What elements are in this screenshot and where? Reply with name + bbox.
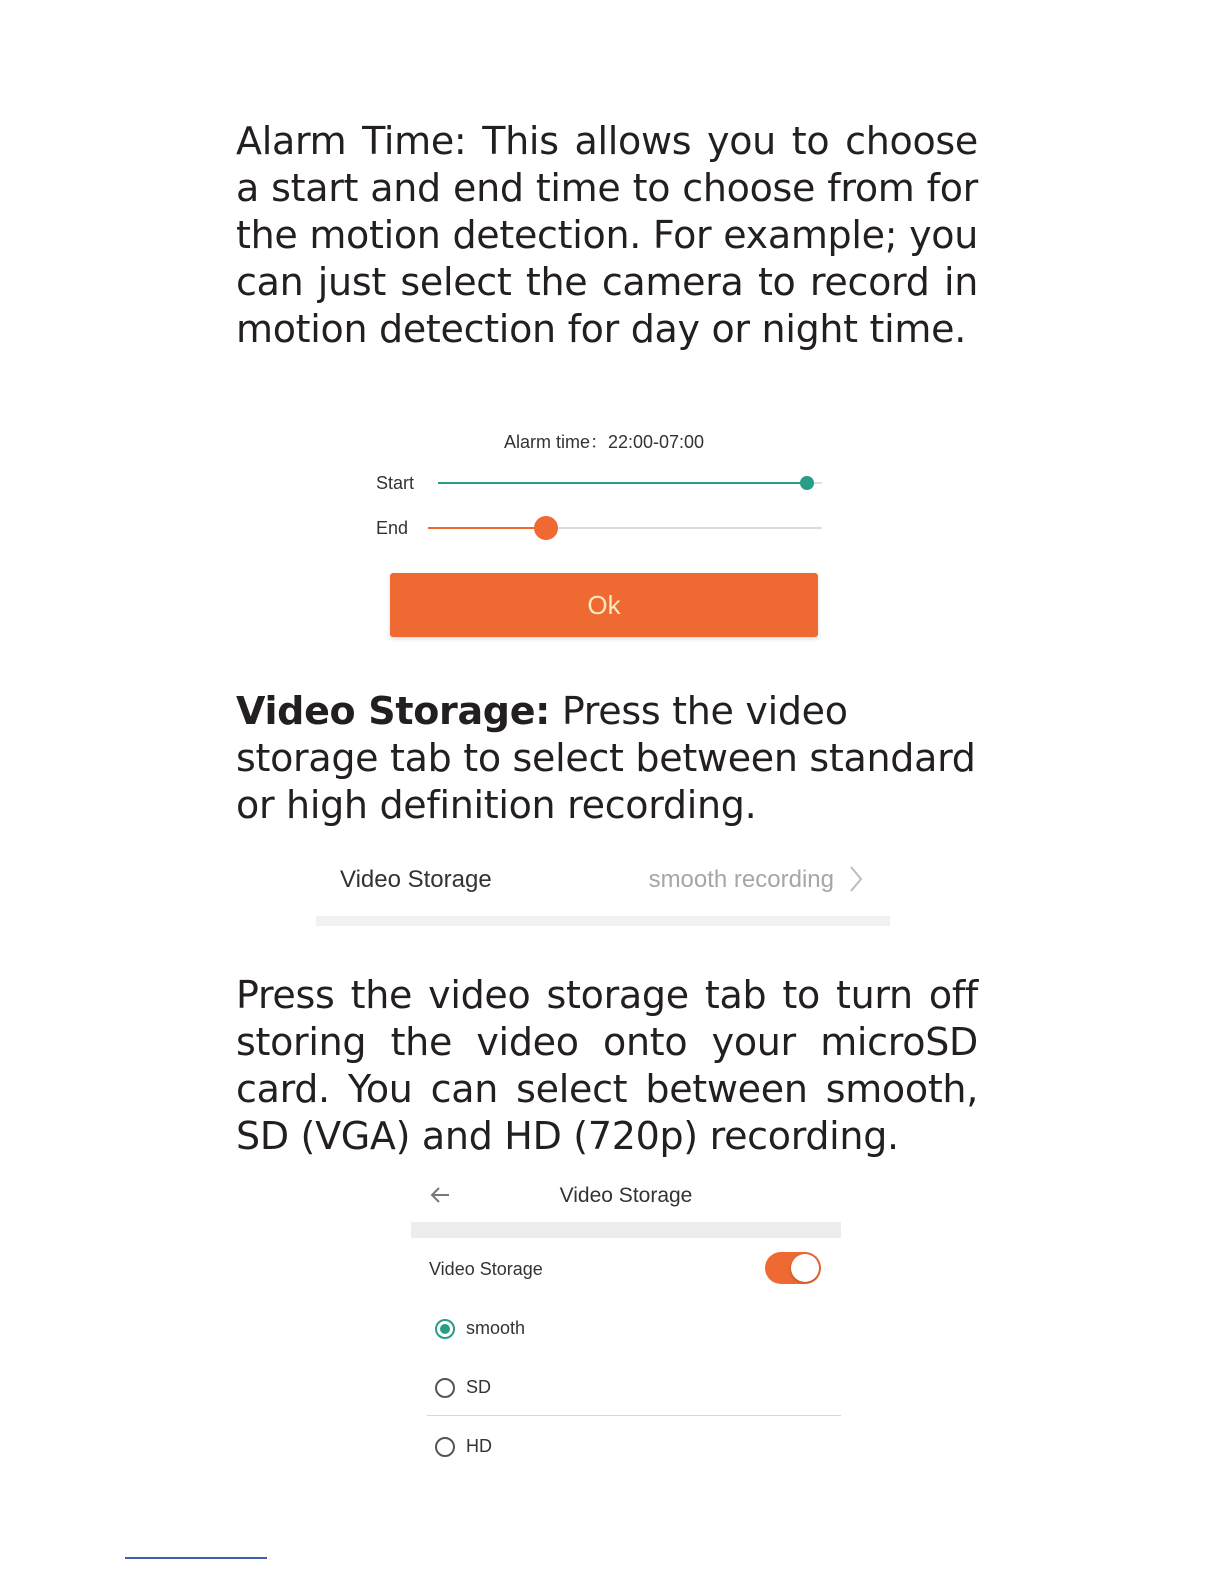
chevron-right-icon xyxy=(848,864,864,894)
footnote-rule xyxy=(125,1557,267,1559)
toggle-label: Video Storage xyxy=(429,1259,543,1279)
start-label: Start xyxy=(376,473,415,493)
options-divider xyxy=(427,1415,841,1416)
turn-off-paragraph: Press the video storage tab to turn off storing the video onto your microSD card. You can select between smooth, SD (VGA) and HD (720p) recording. xyxy=(236,973,978,1158)
video-storage-label: Video Storage: xyxy=(236,689,551,733)
radio-button[interactable] xyxy=(435,1437,455,1457)
video-storage-screen xyxy=(411,1170,841,1470)
end-slider-thumb[interactable] xyxy=(534,516,558,540)
end-slider-fill xyxy=(428,527,546,529)
alarm-time-paragraph: Alarm Time: This allows you to choose a start and end time to choose from for the motion detection. For example; you can just select the camera to record in motion detection for day or night time. xyxy=(236,119,978,351)
video-storage-paragraph xyxy=(236,688,978,829)
radio-label: SD xyxy=(466,1377,492,1397)
video-storage-row[interactable] xyxy=(316,852,890,916)
video-storage-text: Press the video storage tab to select between standard or high definition recording. xyxy=(236,689,976,827)
ok-button[interactable]: Ok xyxy=(390,573,818,637)
end-label: End xyxy=(376,518,409,538)
start-slider-thumb[interactable] xyxy=(800,476,814,490)
header-divider xyxy=(411,1222,841,1238)
row-divider-bar xyxy=(316,916,890,926)
video-storage-row-value: smooth recording xyxy=(648,866,834,893)
video-storage-row-name: Video Storage xyxy=(340,866,492,893)
start-slider-track[interactable] xyxy=(438,482,822,484)
toggle-knob xyxy=(791,1254,819,1282)
end-slider-track[interactable] xyxy=(428,527,822,529)
screen-title: Video Storage xyxy=(559,1184,693,1207)
radio-label: smooth xyxy=(466,1318,526,1338)
radio-label: HD xyxy=(466,1436,492,1456)
video-storage-toggle[interactable] xyxy=(765,1252,821,1284)
start-slider-fill xyxy=(438,482,807,484)
radio-button[interactable] xyxy=(435,1319,455,1339)
radio-button[interactable] xyxy=(435,1378,455,1398)
alarm-time-title: Alarm time：22:00-07:00 xyxy=(503,432,705,452)
